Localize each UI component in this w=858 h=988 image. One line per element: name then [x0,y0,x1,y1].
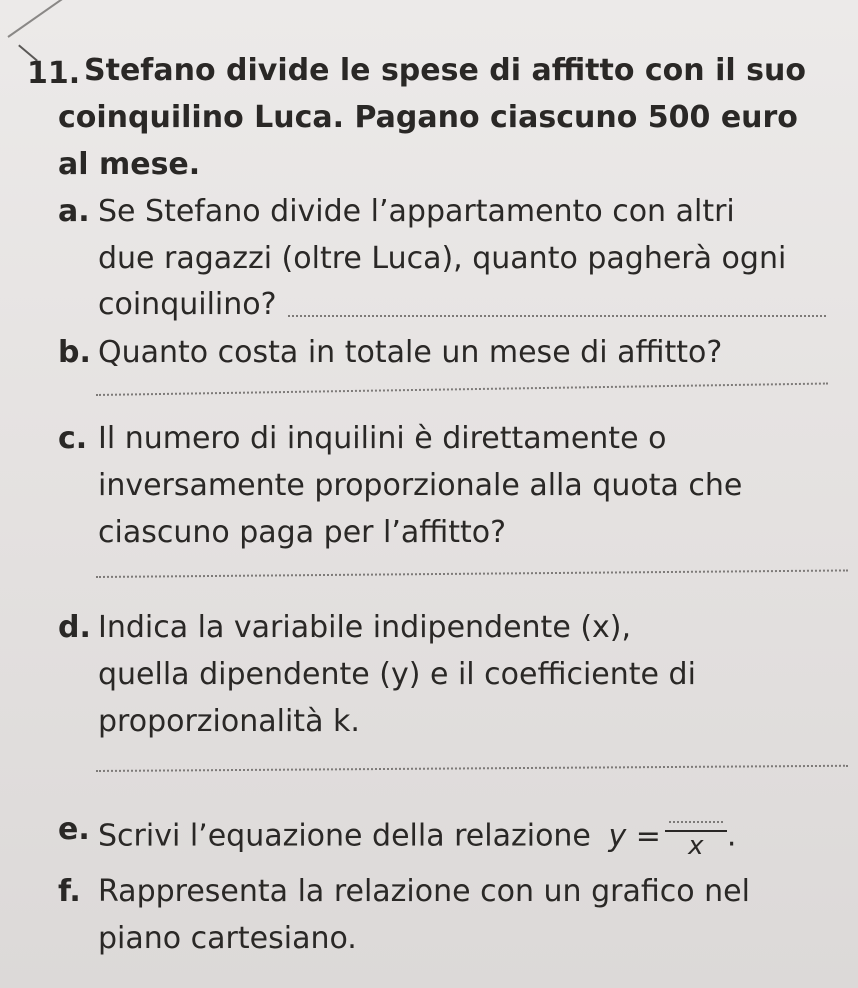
equation-fraction [665,815,727,859]
numerator-blank [669,821,723,823]
equation-lhs: y = [608,818,661,854]
intro-line-2: coinquilino Luca. Pagano ciascuno 500 euro [58,100,798,135]
question-a-letter: a. [58,194,90,229]
question-b-line-1: Quanto costa in totale un mese di affitto? [98,335,723,370]
question-c-line-1: Il numero di inquilini è direttamente o [98,421,667,456]
answer-line-d [96,765,848,772]
pen-mark [7,0,65,38]
question-e-letter: e. [58,812,90,847]
question-a-line-2: due ragazzi (oltre Luca), quanto pagherà ogni [98,241,787,276]
question-d-line-3: proporzionalità k. [98,704,360,739]
question-c-line-3: ciascuno paga per l’affitto? [98,515,507,550]
question-d-line-1: Indica la variabile indipendente (x), [98,610,632,645]
intro-line-1: Stefano divide le spese di affitto con il suo [84,53,806,88]
answer-line-b [96,383,828,396]
denominator: x [688,831,704,861]
question-c-line-2: inversamente proporzionale alla quota che [98,468,743,503]
answer-line-c [96,569,848,578]
question-f-line-1: Rappresenta la relazione con un grafico nel [98,874,750,909]
answer-line-a [288,315,826,317]
equation-end: . [726,818,737,854]
question-d-line-2: quella dipendente (y) e il coefficiente di [98,657,696,692]
question-a-line-1: Se Stefano divide l’appartamento con altri [98,194,735,229]
question-f-line-2: piano cartesiano. [98,921,357,956]
question-e-line [98,815,736,859]
question-b-letter: b. [58,335,91,370]
question-e-text: Scrivi l’equazione della relazione [98,818,591,854]
intro-line-3: al mese. [58,147,201,182]
question-f-letter: f. [58,874,81,909]
question-a-line-3: coinquilino? [98,287,277,322]
question-c-letter: c. [58,421,88,456]
exercise-number: 11. [27,56,81,91]
question-d-letter: d. [58,610,91,645]
